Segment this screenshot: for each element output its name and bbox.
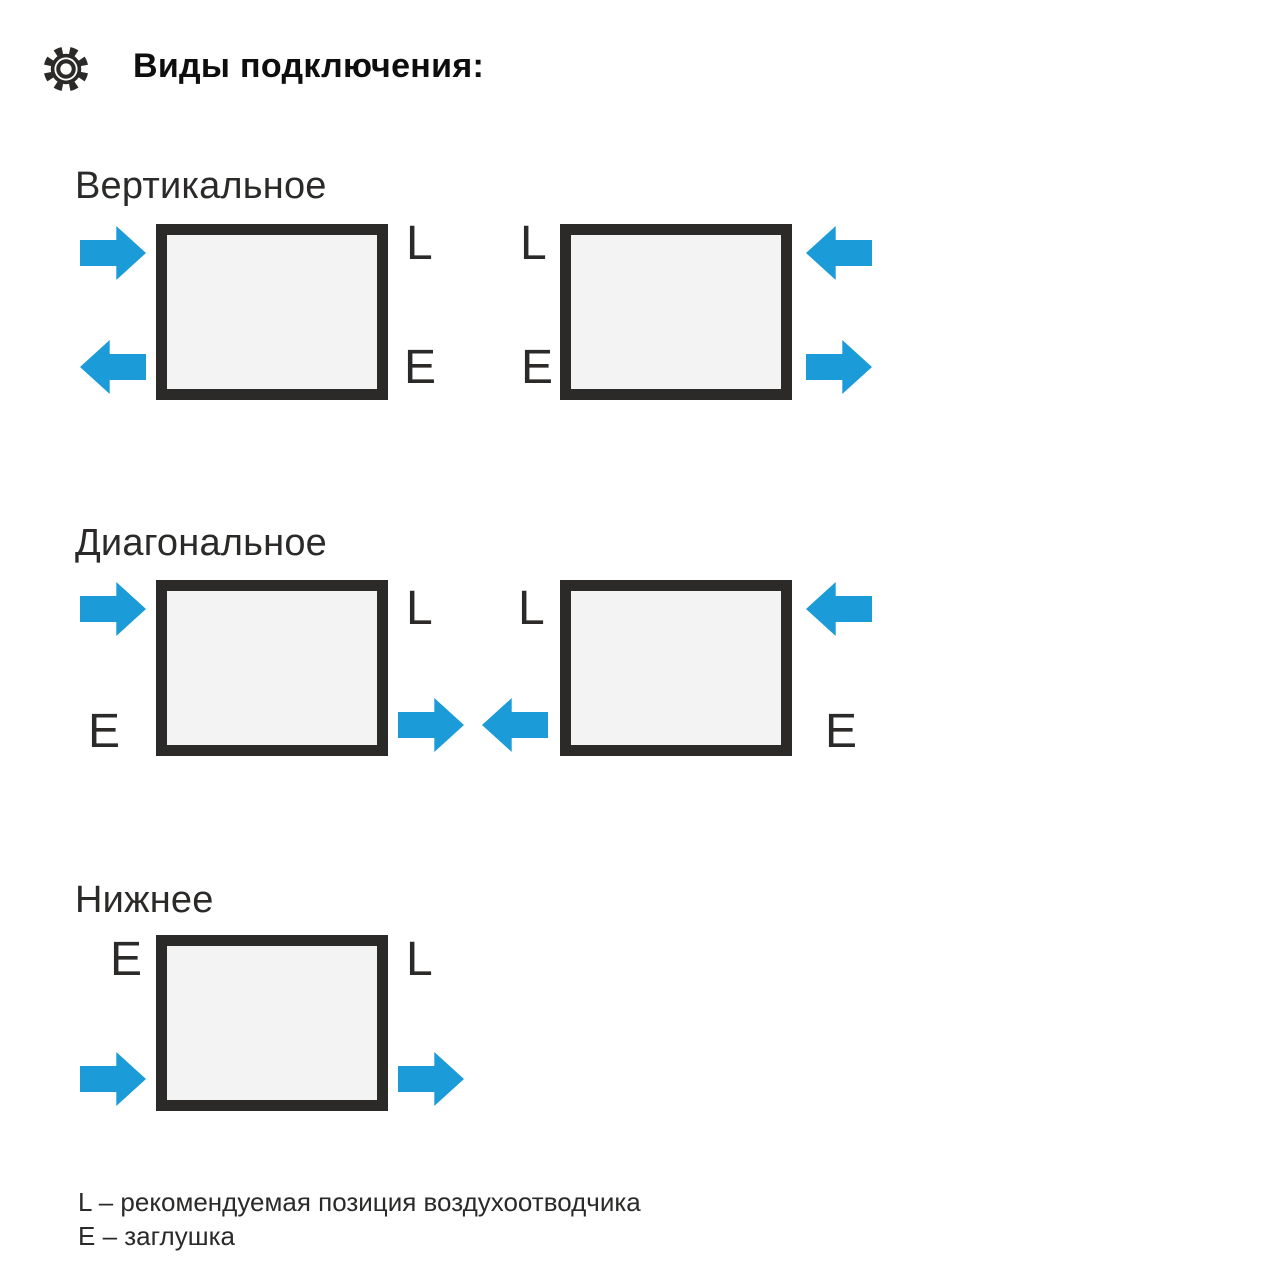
plug-label: E	[825, 705, 858, 758]
arrow-right-icon	[806, 340, 872, 394]
arrow-left-icon	[806, 582, 872, 636]
arrow-right-icon	[398, 1052, 464, 1106]
arrow-left-icon	[80, 340, 146, 394]
arrow-left-icon	[806, 226, 872, 280]
page-title: Виды подключения:	[133, 47, 485, 85]
section-title-diagonal: Диагональное	[75, 522, 327, 564]
plug-label: E	[404, 341, 437, 394]
air-vent-label: L	[406, 582, 433, 635]
arrow-right-icon	[80, 1052, 146, 1106]
air-vent-label: L	[520, 217, 547, 270]
radiator-outline	[560, 580, 792, 756]
plug-label: E	[521, 341, 554, 394]
radiator-outline	[156, 935, 388, 1111]
plug-label: E	[88, 705, 121, 758]
radiator-outline	[156, 224, 388, 400]
air-vent-label: L	[406, 933, 433, 986]
legend-plug: E – заглушка	[78, 1221, 235, 1251]
arrow-right-icon	[398, 698, 464, 752]
arrow-right-icon	[80, 582, 146, 636]
air-vent-label: L	[518, 582, 545, 635]
section-title-vertical: Вертикальное	[75, 165, 327, 207]
arrow-left-icon	[482, 698, 548, 752]
section-title-bottom: Нижнее	[75, 879, 214, 921]
legend-air-vent: L – рекомендуемая позиция воздухоотводчика	[78, 1187, 641, 1217]
radiator-outline	[156, 580, 388, 756]
air-vent-label: L	[406, 217, 433, 270]
radiator-outline	[560, 224, 792, 400]
plug-label: E	[110, 933, 143, 986]
gear-icon	[40, 43, 92, 95]
arrow-right-icon	[80, 226, 146, 280]
